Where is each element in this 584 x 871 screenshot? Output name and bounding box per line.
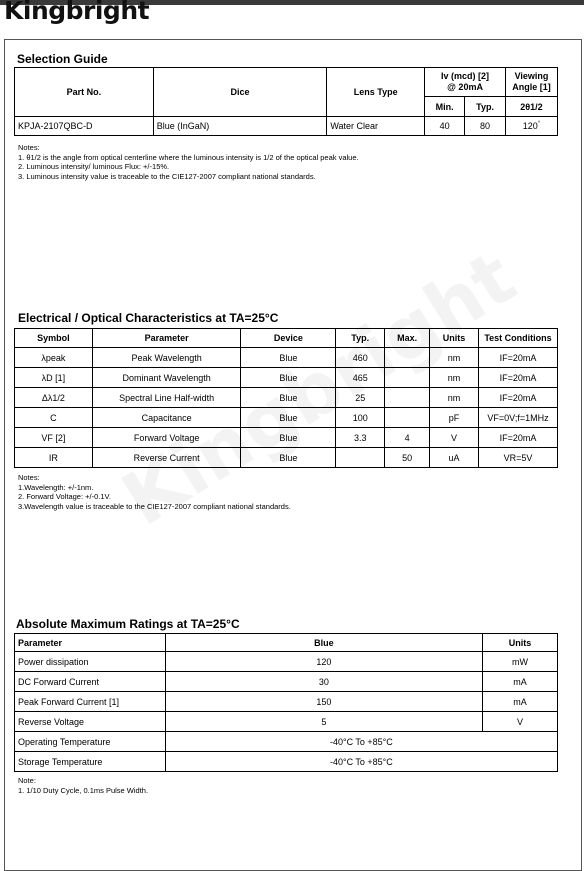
col-dice: Dice (153, 68, 327, 117)
cell-units: nm (430, 368, 479, 388)
cell-parameter: Forward Voltage (92, 428, 241, 448)
col-view-line2: Angle [1] (512, 82, 551, 92)
cell-parameter: DC Forward Current (15, 672, 166, 692)
cell-blue: 5 (165, 712, 482, 732)
cell-typ: 100 (336, 408, 385, 428)
cell-device: Blue (241, 348, 336, 368)
table-row (15, 368, 558, 388)
cell-device: Blue (241, 368, 336, 388)
col-iv-line1: Iv (mcd) [2] (441, 71, 490, 81)
table-row (15, 732, 558, 752)
col-typ: Typ. (465, 97, 506, 117)
note-line: 2. Forward Voltage: +/-0.1V. (18, 492, 111, 501)
col-typ: Typ. (336, 329, 385, 348)
brand-logo: Kingbright (4, 0, 150, 25)
selection-notes (18, 143, 359, 181)
cell-units: mA (483, 672, 558, 692)
degree-symbol: ° (537, 121, 541, 127)
cell-test-conditions: IF=20mA (479, 348, 558, 368)
cell-typ: 3.3 (336, 428, 385, 448)
selection-guide-title: Selection Guide (17, 52, 108, 66)
col-iv (425, 68, 506, 97)
cell-max (385, 348, 430, 368)
cell-test-conditions: IF=20mA (479, 368, 558, 388)
cell-units: uA (430, 448, 479, 468)
absolute-notes (18, 776, 148, 795)
cell-units: mA (483, 692, 558, 712)
cell-iv-typ: 80 (465, 117, 506, 136)
cell-parameter: Capacitance (92, 408, 241, 428)
cell-max: 4 (385, 428, 430, 448)
table-row (15, 448, 558, 468)
cell-device: Blue (241, 388, 336, 408)
col-iv-line2: @ 20mA (447, 82, 483, 92)
cell-units: V (483, 712, 558, 732)
cell-lens-type: Water Clear (327, 117, 425, 136)
absolute-ratings-table (14, 633, 558, 772)
table-row (15, 672, 558, 692)
table-row (15, 348, 558, 368)
cell-viewing-angle (506, 117, 558, 136)
col-parameter: Parameter (15, 634, 166, 652)
cell-typ (336, 448, 385, 468)
col-viewing-angle (506, 68, 558, 97)
col-units: Units (483, 634, 558, 652)
cell-parameter: Reverse Current (92, 448, 241, 468)
col-lens-type: Lens Type (327, 68, 425, 117)
cell-parameter: Peak Forward Current [1] (15, 692, 166, 712)
col-part-no: Part No. (15, 68, 154, 117)
cell-device: Blue (241, 428, 336, 448)
cell-max (385, 368, 430, 388)
cell-max (385, 388, 430, 408)
cell-test-conditions: VF=0V;f=1MHz (479, 408, 558, 428)
cell-symbol: C (15, 408, 93, 428)
table-row (15, 692, 558, 712)
cell-units: mW (483, 652, 558, 672)
col-symbol: Symbol (15, 329, 93, 348)
cell-units: nm (430, 348, 479, 368)
cell-parameter: Storage Temperature (15, 752, 166, 772)
col-view-line1: Viewing (514, 71, 549, 81)
table-row (15, 428, 558, 448)
cell-device: Blue (241, 448, 336, 468)
col-units: Units (430, 329, 479, 348)
cell-symbol: λD [1] (15, 368, 93, 388)
note-line: 3. Luminous intensity value is traceable to the CIE127-2007 compliant national standards. (18, 171, 316, 181)
col-theta: 2θ1/2 (506, 97, 558, 117)
note-line: 1.Wavelength: +/-1nm. (18, 482, 94, 492)
cell-blue: 120 (165, 652, 482, 672)
col-blue: Blue (165, 634, 482, 652)
cell-blue: -40°C To +85°C (165, 732, 557, 752)
cell-max (385, 408, 430, 428)
absolute-ratings-title: Absolute Maximum Ratings at TA=25°C (16, 617, 240, 631)
cell-max: 50 (385, 448, 430, 468)
col-parameter: Parameter (92, 329, 241, 348)
note-line: 1. 1/10 Duty Cycle, 0.1ms Pulse Width. (18, 785, 149, 795)
table-row (15, 388, 558, 408)
note-line: 2. Luminous intensity/ luminous Flux: +/-15%. (18, 162, 170, 171)
cell-symbol: Δλ1/2 (15, 388, 93, 408)
cell-device: Blue (241, 408, 336, 428)
table-row (15, 752, 558, 772)
cell-blue: 30 (165, 672, 482, 692)
note-line: Notes: (18, 473, 40, 482)
cell-blue: -40°C To +85°C (165, 752, 557, 772)
cell-parameter: Reverse Voltage (15, 712, 166, 732)
cell-test-conditions: IF=20mA (479, 388, 558, 408)
cell-units: pF (430, 408, 479, 428)
cell-parameter: Peak Wavelength (92, 348, 241, 368)
cell-units: nm (430, 388, 479, 408)
cell-test-conditions: IF=20mA (479, 428, 558, 448)
electrical-notes (18, 473, 291, 511)
electrical-table (14, 328, 558, 468)
electrical-title: Electrical / Optical Characteristics at TA=25°C (18, 311, 279, 325)
note-line: 1. θ1/2 is the angle from optical centerline where the luminous intensity is 1/2 of the optical peak value. (18, 152, 359, 162)
table-row (15, 652, 558, 672)
col-max: Max. (385, 329, 430, 348)
cell-parameter: Power dissipation (15, 652, 166, 672)
selection-guide-table (14, 67, 558, 136)
cell-units: V (430, 428, 479, 448)
cell-test-conditions: VR=5V (479, 448, 558, 468)
cell-symbol: VF [2] (15, 428, 93, 448)
cell-parameter: Dominant Wavelength (92, 368, 241, 388)
note-line: Note: (18, 776, 36, 785)
cell-part-no: KPJA-2107QBC-D (15, 117, 154, 136)
cell-symbol: λpeak (15, 348, 93, 368)
col-min: Min. (425, 97, 465, 117)
cell-parameter: Operating Temperature (15, 732, 166, 752)
cell-typ: 465 (336, 368, 385, 388)
cell-dice: Blue (InGaN) (153, 117, 327, 136)
cell-iv-min: 40 (425, 117, 465, 136)
cell-symbol: IR (15, 448, 93, 468)
table-row (15, 408, 558, 428)
col-test-conditions: Test Conditions (479, 329, 558, 348)
table-row (15, 117, 558, 136)
col-device: Device (241, 329, 336, 348)
cell-parameter: Spectral Line Half-width (92, 388, 241, 408)
cell-typ: 460 (336, 348, 385, 368)
viewing-angle-value: 120 (522, 121, 538, 131)
cell-blue: 150 (165, 692, 482, 712)
note-line: 3.Wavelength value is traceable to the CIE127-2007 compliant national standards. (18, 501, 291, 511)
table-row (15, 712, 558, 732)
note-line: Notes: (18, 143, 40, 152)
cell-typ: 25 (336, 388, 385, 408)
